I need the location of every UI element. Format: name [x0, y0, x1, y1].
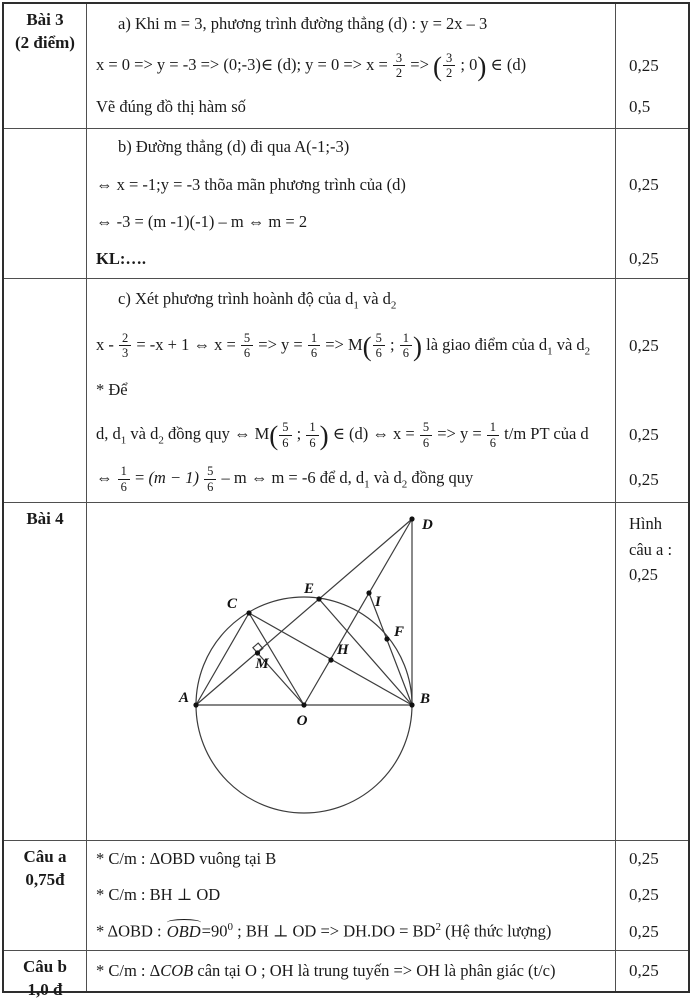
text-run: => M	[321, 334, 363, 354]
text-run: * ΔOBD :	[96, 921, 166, 941]
figure-score-line: Hình	[629, 514, 662, 533]
score-value: 0,25	[629, 425, 659, 445]
row-label: Câu b	[23, 957, 67, 976]
score-cell	[615, 841, 688, 877]
score-value: 0,25	[629, 961, 659, 980]
line-content	[87, 173, 615, 198]
text-run: ;	[385, 334, 399, 354]
table-row	[4, 4, 688, 129]
text-run: * Để	[96, 380, 128, 400]
point-M	[255, 650, 260, 655]
solution-line	[87, 279, 688, 324]
label-C: C	[226, 596, 237, 612]
solution-line	[87, 204, 688, 241]
big-right-paren: )	[319, 420, 329, 451]
text-run: là giao điểm của d	[421, 334, 548, 354]
row-lines	[87, 4, 688, 128]
line-content	[87, 95, 615, 120]
subscript: 1	[353, 299, 359, 312]
solution-line	[87, 324, 688, 369]
text-run: ⇔ x = -1;y = -3 thõa mãn phương trình của (d)	[96, 174, 406, 194]
solution-line	[87, 45, 688, 86]
big-right-paren: )	[477, 51, 487, 82]
label-A: A	[178, 690, 189, 706]
angle-hat-run: OBD	[166, 921, 201, 941]
line-content	[87, 12, 615, 37]
score-cell	[615, 241, 688, 278]
text-run: x = 0 => y = -3 => (0;-3)∈ (d); y = 0 => x =	[96, 54, 392, 74]
fraction-numerator: 1	[306, 420, 318, 436]
score-cell	[615, 279, 688, 324]
table-row	[4, 129, 688, 279]
solution-line	[87, 368, 688, 413]
italic-run: (m − 1)	[148, 468, 204, 488]
point-A	[193, 702, 198, 707]
figure-score-line: câu a :	[629, 539, 673, 559]
segment-O-D	[304, 519, 412, 705]
text-run: đồng quy ⇔ M	[163, 423, 270, 443]
row-label-cell	[4, 4, 87, 128]
point-D	[409, 516, 414, 521]
fraction-denominator: 6	[422, 435, 430, 450]
line-content	[87, 210, 615, 235]
text-run: a) Khi m = 3, phương trình đường thẳng (d) : y = 2x – 3	[118, 14, 488, 34]
big-left-paren: (	[433, 51, 443, 82]
score-cell	[615, 457, 688, 502]
fraction-numerator: 1	[118, 464, 130, 480]
row-label-cell	[4, 503, 87, 840]
text-run: ∈ (d) ⇔ x =	[328, 423, 419, 443]
row-lines	[87, 129, 688, 278]
fraction-numerator: 5	[373, 331, 385, 347]
text-run: =	[130, 468, 149, 488]
fraction-denominator: 2	[446, 66, 453, 81]
score-cell	[615, 324, 688, 369]
fraction-numerator: 2	[119, 331, 131, 347]
score-value: 0,25	[629, 921, 659, 941]
score-cell	[615, 129, 688, 166]
table-row	[4, 841, 688, 951]
score-cell	[615, 413, 688, 458]
line-content	[87, 287, 615, 315]
text-run: b) Đường thẳng (d) đi qua A(-1;-3)	[118, 137, 350, 157]
fraction-numerator: 1	[308, 331, 320, 347]
line-content	[87, 418, 615, 453]
solution-line	[87, 914, 688, 950]
fraction-denominator: 2	[395, 66, 403, 81]
table-row	[4, 503, 688, 841]
row-label: Bài 4	[26, 509, 64, 528]
line-content	[87, 49, 615, 84]
row-label: 0,75đ	[25, 869, 65, 889]
solution-line	[87, 87, 688, 128]
text-run: cân tại O ; OH là trung tuyến => OH là phân giác (t/c)	[193, 960, 556, 980]
score-value: 0,25	[629, 55, 659, 75]
fraction-denominator: 6	[207, 480, 214, 495]
text-run: d, d	[96, 423, 121, 443]
big-left-paren: (	[269, 420, 279, 451]
math-fraction	[487, 420, 499, 451]
solution-line	[87, 841, 688, 877]
fraction-denominator: 6	[402, 346, 409, 361]
point-B	[409, 702, 414, 707]
text-run: ⇔	[96, 468, 117, 488]
score-cell	[615, 951, 688, 991]
fraction-denominator: 6	[120, 480, 127, 495]
text-run: và d	[552, 334, 585, 354]
text-run: ; 0	[456, 54, 478, 74]
text-run: ; BH ⊥ OD => DH.DO = BD	[232, 921, 436, 941]
fraction-denominator: 6	[489, 435, 497, 450]
score-value: 0,25	[629, 335, 659, 355]
solution-line	[87, 457, 688, 502]
line-content	[87, 378, 615, 403]
subscript: 2	[584, 344, 591, 357]
text-run: = -x + 1 ⇔ x =	[132, 334, 240, 354]
text-run: t/m PT của d	[500, 423, 589, 443]
row-lines	[87, 951, 688, 991]
text-run: =90	[201, 921, 228, 941]
score-cell	[615, 166, 688, 203]
math-fraction	[373, 331, 385, 362]
superscript: 0	[227, 921, 233, 934]
text-run: ;	[292, 423, 306, 443]
row-label: Bài 3	[26, 10, 64, 29]
row-label: (2 điểm)	[15, 32, 75, 52]
geometry-figure	[87, 503, 614, 841]
row-label-cell	[4, 129, 87, 278]
row-lines	[87, 279, 688, 502]
label-F: F	[394, 624, 405, 640]
bold-run: KL:….	[96, 249, 146, 269]
big-left-paren: (	[362, 331, 372, 362]
math-fraction	[393, 51, 405, 82]
line-content	[87, 919, 615, 944]
figure-score-line: 0,25	[629, 565, 658, 585]
fraction-denominator: 6	[310, 346, 318, 361]
line-content	[87, 135, 615, 160]
line-content	[87, 329, 615, 364]
fraction-numerator: 1	[487, 420, 499, 436]
score-value: 0,25	[629, 849, 659, 869]
table-row	[4, 951, 688, 999]
row-label: 1,0 đ	[27, 979, 63, 999]
math-fraction	[443, 51, 455, 82]
label-M: M	[255, 656, 269, 672]
score-value: 0,25	[629, 469, 659, 489]
label-H: H	[337, 642, 349, 658]
fraction-numerator: 5	[204, 464, 216, 480]
text-run: ∈ (d)	[486, 54, 527, 74]
big-right-paren: )	[412, 331, 422, 362]
point-E	[316, 596, 321, 601]
score-cell	[615, 87, 688, 128]
solution-line	[87, 877, 688, 913]
fraction-denominator: 6	[243, 346, 251, 361]
fraction-numerator: 5	[279, 420, 291, 436]
fraction-denominator: 6	[282, 435, 289, 450]
fraction-numerator: 1	[400, 331, 412, 347]
line-content	[87, 462, 615, 497]
fraction-numerator: 5	[420, 420, 432, 436]
text-run: (Hệ thức lượng)	[440, 921, 552, 941]
score-value: 0,25	[629, 174, 659, 194]
text-run: đồng quy	[407, 468, 474, 488]
row-lines	[87, 841, 688, 950]
figure-cell	[87, 503, 615, 840]
score-value: 0,25	[629, 249, 659, 269]
score-cell	[615, 877, 688, 913]
segment-A-D	[196, 519, 412, 705]
row-label-cell	[4, 951, 87, 999]
row-label: Câu a	[23, 847, 67, 866]
text-run: => y =	[433, 423, 486, 443]
answer-key-table	[2, 2, 690, 999]
fraction-denominator: 6	[375, 346, 382, 361]
math-fraction	[241, 331, 253, 362]
score-cell	[615, 368, 688, 413]
text-run: * C/m : Δ	[96, 960, 161, 980]
math-fraction	[420, 420, 432, 451]
label-O: O	[296, 713, 308, 729]
math-fraction	[119, 331, 131, 362]
row-label-cell	[4, 841, 87, 950]
point-F	[384, 636, 389, 641]
superscript: 2	[435, 921, 441, 934]
solution-line	[87, 951, 688, 991]
score-cell	[615, 45, 688, 86]
subscript: 1	[547, 344, 553, 357]
text-run: c) Xét phương trình hoành độ của d	[118, 289, 354, 309]
solution-line	[87, 241, 688, 278]
text-run: – m ⇔ m = -6 để d, d	[217, 468, 365, 488]
score-value: 0,5	[629, 97, 651, 117]
point-I	[366, 590, 371, 595]
label-D: D	[422, 517, 433, 533]
math-fraction	[306, 420, 318, 451]
score-cell	[615, 4, 688, 45]
line-content	[87, 847, 615, 872]
subscript: 2	[158, 434, 164, 447]
point-H	[328, 657, 333, 662]
label-I: I	[375, 594, 381, 610]
score-cell	[615, 204, 688, 241]
label-E: E	[303, 581, 315, 597]
row-label-cell	[4, 279, 87, 502]
subscript: 2	[401, 478, 408, 491]
fraction-denominator: 6	[309, 435, 316, 450]
fraction-numerator: 3	[443, 51, 455, 67]
fraction-numerator: 5	[241, 331, 253, 347]
figure-score-cell	[615, 503, 688, 840]
score-value: 0,25	[629, 885, 659, 905]
text-run: x -	[96, 334, 118, 354]
text-run: ⇔ -3 = (m -1)(-1) – m ⇔ m = 2	[96, 211, 308, 231]
text-run: * C/m : BH ⊥ OD	[96, 885, 221, 905]
table-row	[4, 279, 688, 503]
line-content	[87, 247, 615, 272]
solution-line	[87, 4, 688, 45]
solution-line	[87, 129, 688, 166]
math-fraction	[118, 464, 130, 495]
score-cell	[615, 914, 688, 950]
subscript: 2	[390, 299, 397, 312]
line-content	[87, 959, 615, 984]
text-run: và d	[369, 468, 402, 488]
segment-C-A	[196, 613, 249, 705]
text-run: =>	[406, 54, 434, 74]
math-fraction	[308, 331, 320, 362]
line-content	[87, 883, 615, 908]
subscript: 1	[364, 478, 370, 491]
fraction-numerator: 3	[393, 51, 405, 67]
text-run: và d	[126, 423, 159, 443]
subscript: 1	[120, 434, 127, 447]
point-C	[246, 610, 251, 615]
italic-run: COB	[160, 960, 194, 980]
label-B: B	[420, 691, 431, 707]
point-O	[301, 702, 306, 707]
math-fraction	[204, 464, 216, 495]
math-fraction	[400, 331, 412, 362]
solution-line	[87, 413, 688, 458]
text-run: Vẽ đúng đồ thị hàm số	[96, 97, 246, 116]
solution-line	[87, 166, 688, 203]
text-run: và d	[358, 289, 391, 309]
text-run: * C/m : ΔOBD vuông tại B	[96, 848, 277, 868]
text-run: => y =	[254, 334, 307, 354]
math-fraction	[279, 420, 291, 451]
fraction-denominator: 3	[122, 346, 129, 361]
